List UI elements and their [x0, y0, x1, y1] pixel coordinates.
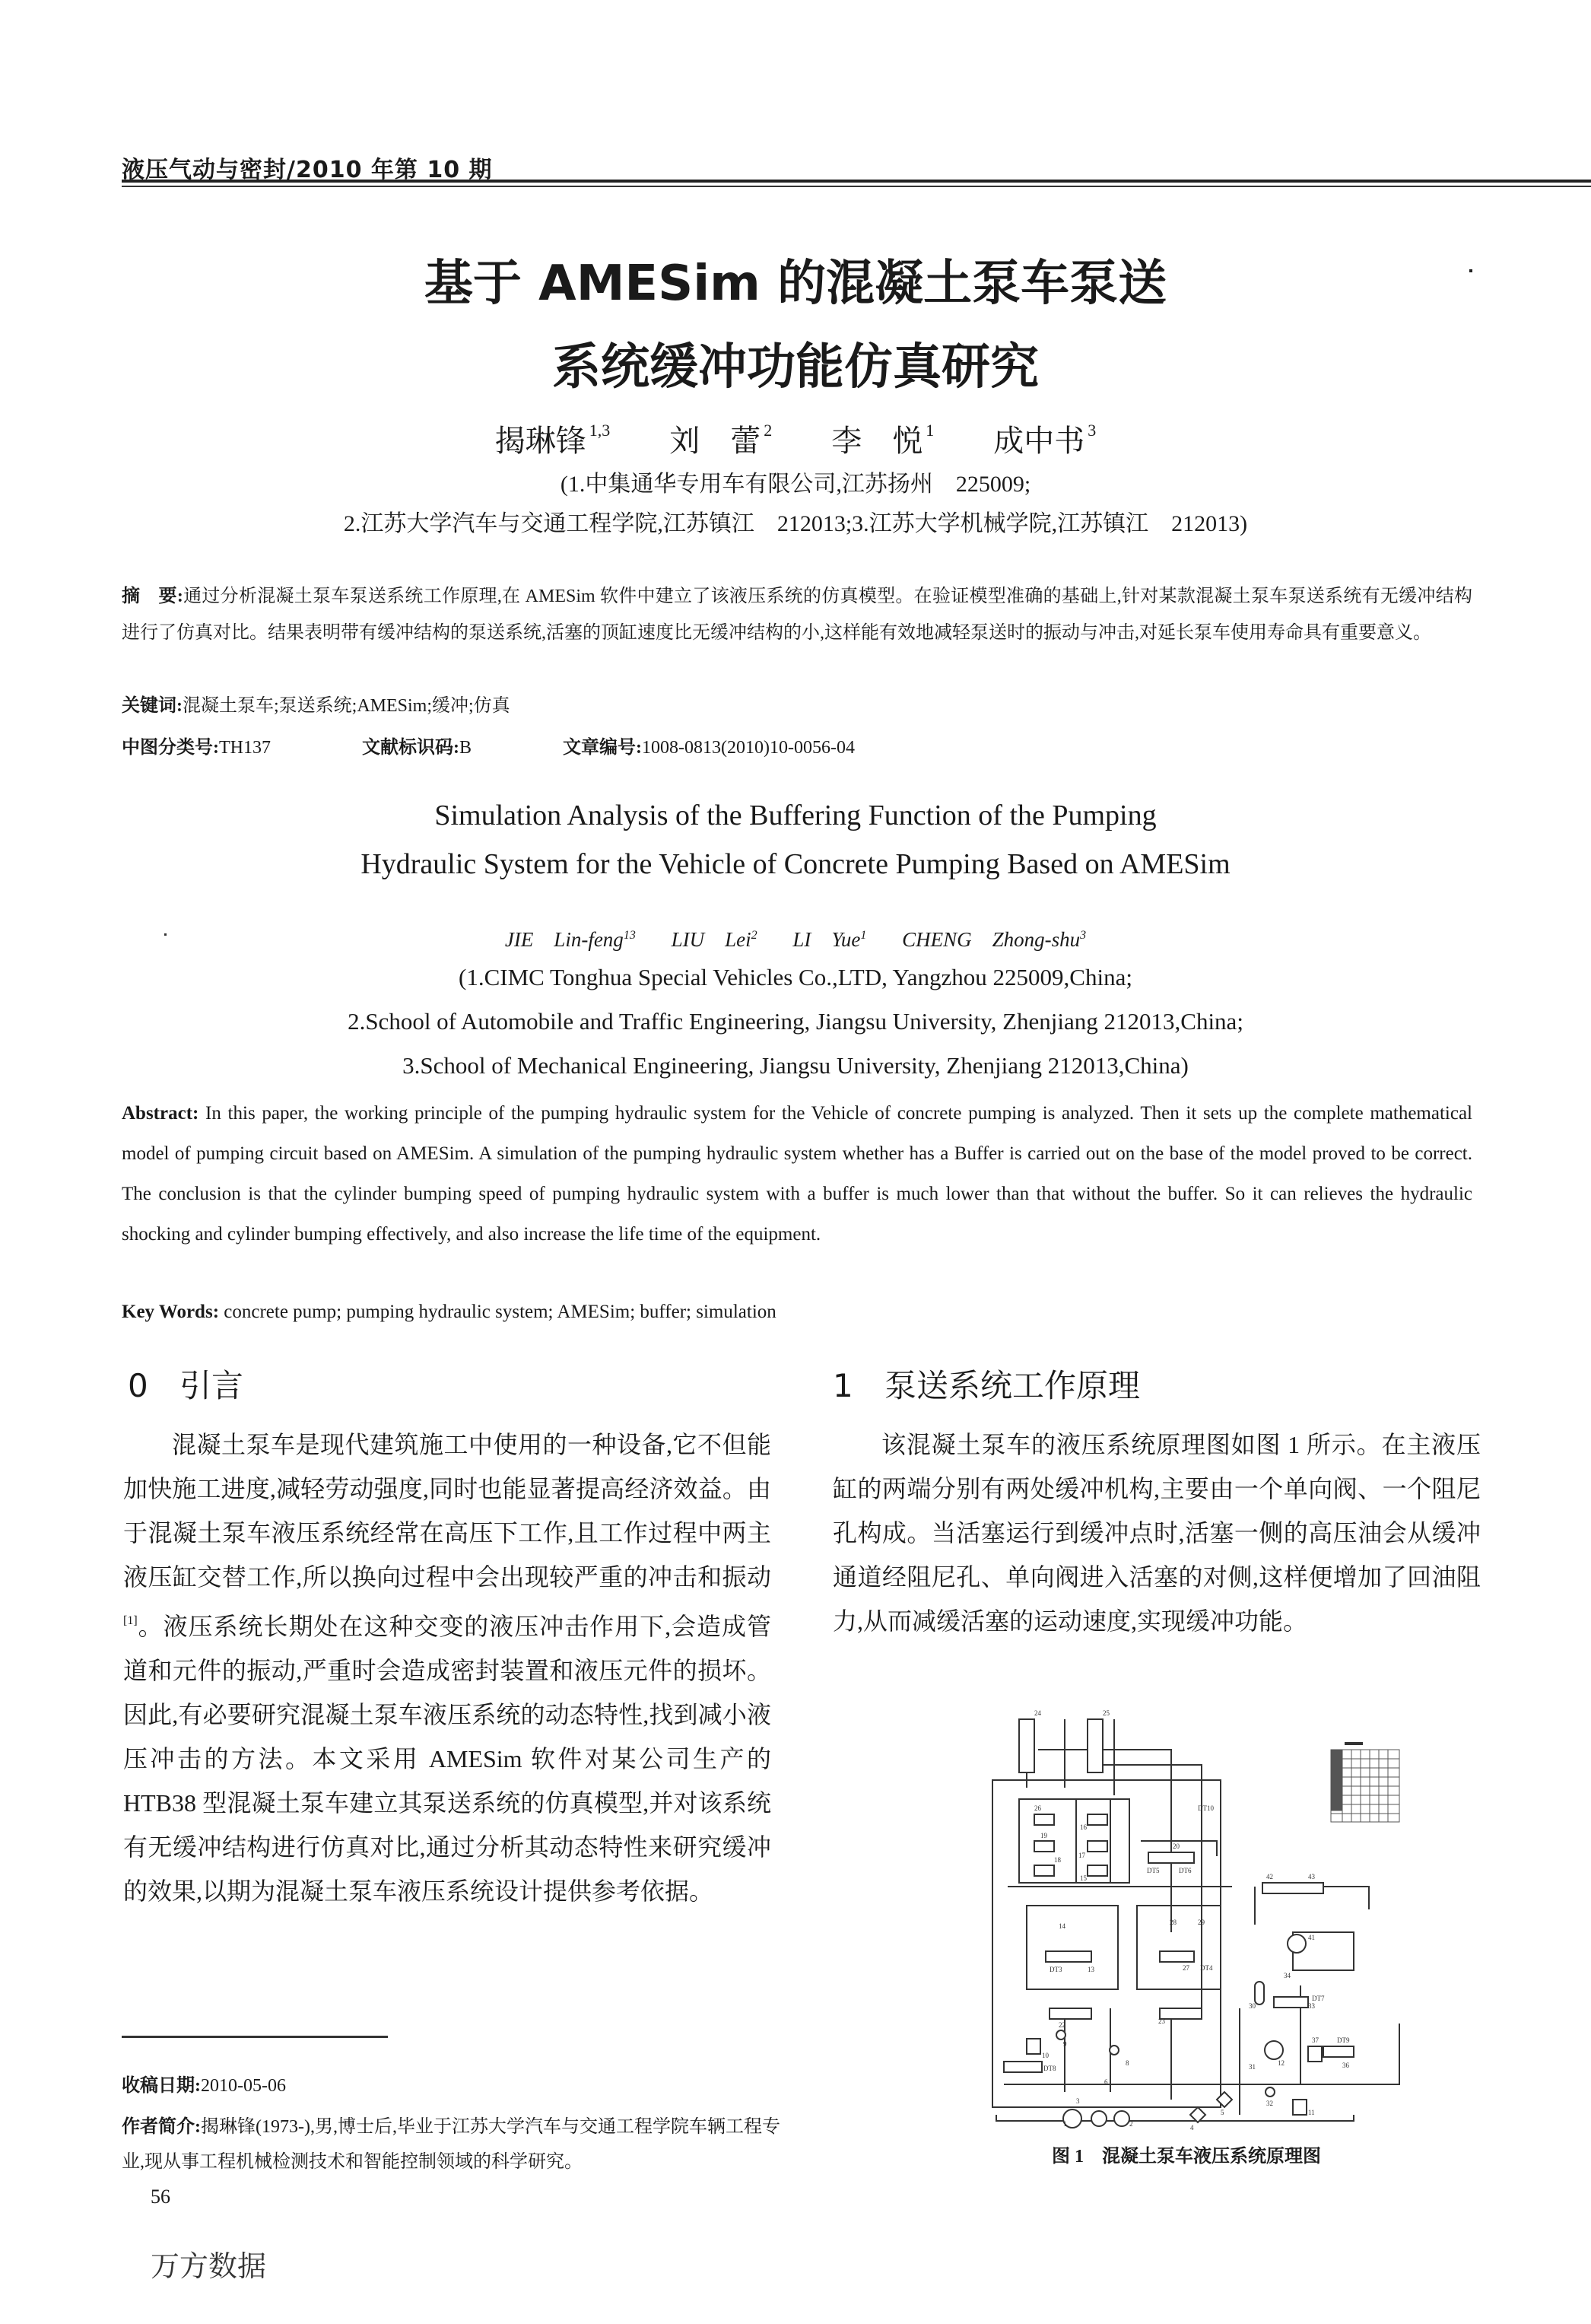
component-labels: [1034, 1709, 1350, 2130]
paper-title-cn: [0, 242, 1591, 409]
author-affil-sup: 3: [1088, 421, 1097, 440]
figure-1-caption: 图 1 混凝土泵车液压系统原理图: [1052, 2147, 1321, 2167]
gauge-9: [1056, 2030, 1065, 2039]
header-rule-thick: [122, 180, 1591, 183]
dir-valve-26: [1148, 1852, 1194, 1863]
label-18: 18: [1054, 1856, 1061, 1864]
paragraph: 该混凝土泵车的液压系统原理图如图 1 所示。在主液压缸的两端分别有两处缓冲机构,主要由一个单向阀、一个阻尼孔构成。当活塞运行到缓冲点时,活塞一侧的高压油会从缓冲通道经阻尼孔、单向阀进入活塞的对侧,这样便增加了回油阻力,从而减缓活塞的运动速度,实现缓冲功能。: [833, 1431, 1481, 1635]
label-3: 3: [1076, 2097, 1080, 2105]
running-head: 液压气动与密封/2010 年第 10 期: [122, 157, 493, 183]
received-label: 收稿日期:: [122, 2076, 201, 2096]
paragraph: [123, 1423, 771, 1913]
logic-table: [1331, 1742, 1399, 1822]
classification-row: [122, 733, 855, 763]
authors-cn: [0, 408, 1591, 464]
label-DT9: DT9: [1337, 2036, 1350, 2044]
section-heading-1: [833, 1363, 1140, 1409]
keywords-cn: [122, 691, 510, 721]
section-title: 泵送系统工作原理: [884, 1367, 1141, 1404]
label-5: 5: [1221, 2109, 1224, 2116]
header-rule-thin: [122, 186, 1591, 187]
abstract-en-label: Abstract:: [122, 1103, 199, 1124]
gauge-32: [1265, 2087, 1275, 2097]
label-4: 4: [1190, 2124, 1194, 2130]
label-6: 6: [1104, 2078, 1108, 2086]
label-28: 28: [1170, 1919, 1177, 1926]
label-22: 22: [1059, 2021, 1065, 2029]
article-no-label: 文章编号:: [563, 738, 643, 758]
author-affil-sup: 1: [926, 421, 935, 440]
author-name: LIU Lei: [671, 928, 751, 951]
watermark-wanfang: 万方数据: [151, 2251, 267, 2283]
paragraph-text: 混凝土泵车是现代建筑施工中使用的一种设备,它不但能加快施工进度,减轻劳动强度,同时也能显著提高经济效益。由于混凝土泵车液压系统经常在高压下工作,且工作过程中两主液压缸交替工作,所以换向过程中会出现较严重的冲击和振动: [123, 1431, 771, 1591]
label-36: 36: [1342, 2062, 1349, 2069]
affiliation-en-3: 3.School of Mechanical Engineering, Jiangsu University, Zhenjiang 212013,China): [402, 1052, 1189, 1079]
label-33: 33: [1308, 2002, 1315, 2010]
author-affil-sup: 2: [764, 421, 773, 440]
author-name: 刘 蕾: [669, 424, 761, 458]
author-affil-sup: 1,3: [589, 421, 611, 440]
section-heading-0: [128, 1363, 243, 1409]
author-name: 揭琳锋: [494, 424, 586, 458]
check-valve-19b: [1088, 1814, 1107, 1825]
pump-21: [1091, 2111, 1107, 2126]
figure-1-hydraulic-schematic: [973, 1704, 1430, 2130]
paragraph-text: 。液压系统长期处在这种交变的液压冲击作用下,会造成管道和元件的振动,严重时会造成密封装置和液压元件的损坏。因此,有必要研究混凝土泵车液压系统的动态特性,找到减小液压冲击的方法。本文采用 AMESim 软件对某公司生产的 HTB38 型混凝土泵车建立其泵送系统的仿真模型,并对该系统有无缓冲结构进行仿真对比,通过分析其动态特性来研究缓冲的效果,以期为混凝土泵车液压系统设计提供参考依据。: [123, 1613, 771, 1905]
keywords-cn-label: 关键词:: [122, 696, 183, 716]
author-name: JIE Lin-feng: [504, 928, 624, 951]
label-19: 19: [1040, 1832, 1047, 1839]
label-42: 42: [1266, 1873, 1273, 1881]
valve-group-right: [1137, 1906, 1221, 1989]
author-name: CHENG Zhong-shu: [902, 928, 1081, 951]
article-no-value: 1008-0813(2010)10-0056-04: [642, 738, 855, 758]
check-valve-18: [1034, 1865, 1054, 1876]
received-value: 2010-05-06: [201, 2076, 286, 2096]
label-24: 24: [1034, 1709, 1041, 1717]
keywords-en-label: Key Words:: [122, 1302, 220, 1322]
relief-valve-11: [1293, 2100, 1307, 2115]
keywords-en-text: concrete pump; pumping hydraulic system; AMESim; buffer; simulation: [224, 1302, 776, 1322]
clc-value: TH137: [219, 738, 271, 758]
author-name: LI Yue: [792, 928, 861, 951]
label-25: 25: [1103, 1709, 1110, 1717]
main-cylinder-25: [1088, 1719, 1103, 1772]
label-12: 12: [1278, 2059, 1285, 2067]
title-en-line-2: Hydraulic System for the Vehicle of Concrete Pumping Based on AMESim: [360, 848, 1231, 880]
check-valve-19: [1034, 1841, 1054, 1852]
title-cn-line-2: 系统缓冲功能仿真研究: [552, 339, 1039, 396]
check-valve-15: [1088, 1865, 1107, 1876]
section-title: 引言: [179, 1367, 244, 1404]
page-number: 56: [151, 2186, 170, 2208]
paper-title-en: [0, 791, 1591, 889]
label-DT5: DT5: [1147, 1867, 1160, 1874]
dir-valve-36: [1323, 2046, 1354, 2057]
gauge-41: [1288, 1935, 1306, 1953]
label-1: 1: [1063, 2120, 1067, 2128]
section-1-body: [833, 1423, 1481, 1643]
author-cn: [495, 408, 611, 464]
dir-valve-23: [1160, 2008, 1202, 2019]
abstract-en-text: In this paper, the working principle of the pumping hydraulic system for the Vehicle of concrete pumping is analyzed. Then it sets up the complete mathematical model of pumping circuit based on AMESim. A simulation of the pumping hydraulic system whether has a Buffer is carried out on the base of the model proved to be correct. The conclusion is that the cylinder bumping speed of pumping hydraulic system with a buffer is much lower than that without the buffer. So it can relieves the hydraulic shocking and cylinder bumping effectively, and also increase the life time of the equipment.: [122, 1103, 1473, 1245]
filter-5: [1217, 2092, 1232, 2107]
abstract-cn: [122, 578, 1472, 651]
keywords-cn-text: 混凝土泵车;泵送系统;AMESim;缓冲;仿真: [183, 696, 510, 716]
label-15: 15: [1080, 1874, 1087, 1882]
valve-group-left: [1027, 1906, 1118, 1989]
label-30: 30: [1249, 2002, 1256, 2010]
title-en-line-1: Simulation Analysis of the Buffering Function of the Pumping: [434, 800, 1157, 831]
doc-code-label: 文献标识码:: [362, 738, 459, 758]
author-en: [672, 928, 757, 951]
label-DT7: DT7: [1312, 1995, 1325, 2002]
label-41: 41: [1308, 1934, 1315, 1941]
reservoir-line: [996, 2115, 1354, 2121]
label-17: 17: [1078, 1852, 1085, 1859]
label-37: 37: [1312, 2036, 1319, 2044]
pump-2: [1114, 2111, 1129, 2126]
author-affil-sup: 3: [1080, 929, 1087, 942]
affiliation-cn-1: (1.中集通华专用车有限公司,江苏扬州 225009;: [560, 472, 1031, 497]
author-cn: [831, 408, 934, 464]
footnote-rule: [122, 2036, 388, 2038]
affiliation-cn-2: 2.江苏大学汽车与交通工程学院,江苏镇江 212013;3.江苏大学机械学院,江苏镇江 212013): [343, 511, 1248, 536]
dir-valve-27: [1160, 1951, 1194, 1962]
label-26: 26: [1034, 1804, 1041, 1812]
check-valve-17: [1088, 1841, 1107, 1852]
author-affil-sup: 13: [623, 929, 636, 942]
label-16: 16: [1080, 1823, 1087, 1831]
dir-valve-22: [1050, 2008, 1091, 2019]
dir-valve-13: [1046, 1951, 1091, 1962]
dir-valve-DT8: [1004, 2062, 1042, 2072]
relief-valve-37: [1308, 2046, 1322, 2062]
author-cn: [993, 408, 1096, 464]
label-23: 23: [1158, 2017, 1165, 2025]
relief-valve-10: [1027, 2039, 1040, 2054]
author-affil-sup: 2: [751, 929, 757, 942]
title-cn-line-1: 基于 AMESim 的混凝土泵车泵送: [424, 256, 1167, 312]
check-valve-20: [1034, 1814, 1054, 1825]
section-0-body: [123, 1423, 771, 1913]
received-date: [122, 2071, 286, 2101]
authors-en: [0, 920, 1591, 955]
pipe: [1038, 1750, 1202, 2008]
label-34: 34: [1284, 1972, 1291, 1979]
pumps: [1056, 1935, 1306, 2128]
author-cn: [669, 408, 772, 464]
label-DT3: DT3: [1050, 1966, 1062, 1973]
abstract-cn-text: 通过分析混凝土泵车泵送系统工作原理,在 AMESim 软件中建立了该液压系统的仿真模型。在验证模型准确的基础上,针对某款混凝土泵车泵送系统有无缓冲结构进行了仿真对比。结果表明带有缓冲结构的泵送系统,活塞的顶缸速度比无缓冲结构的小,这样能有效地减轻泵送时的振动与冲击,对延长泵车使用寿命具有重要意义。: [122, 587, 1472, 643]
label-13: 13: [1088, 1966, 1094, 1973]
author-bio: [122, 2109, 791, 2179]
label-DT6: DT6: [1179, 1867, 1192, 1874]
water-cylinder-42-43: [1262, 1883, 1323, 1893]
dir-valve-33: [1274, 1997, 1308, 2008]
pipe: [1065, 2008, 1171, 2100]
label-10: 10: [1042, 2052, 1049, 2059]
accumulator-30: [1255, 1982, 1264, 2004]
author-en: [792, 928, 866, 951]
main-cylinder-24: [1019, 1719, 1034, 1772]
label-14: 14: [1059, 1922, 1065, 1930]
citation-ref[interactable]: [1]: [123, 1614, 138, 1627]
affiliation-en-1: (1.CIMC Tonghua Special Vehicles Co.,LTD, Yangzhou 225009,China;: [459, 964, 1132, 990]
author-name: 成中书: [993, 424, 1085, 458]
author-name: 李 悦: [831, 424, 923, 458]
gauge-5: [1110, 2046, 1119, 2055]
abstract-cn-label: 摘 要:: [122, 587, 183, 606]
author-en: [505, 928, 636, 951]
label-DT10: DT10: [1198, 1804, 1214, 1812]
pump-motor-35: [1265, 2041, 1283, 2059]
label-9: 9: [1063, 2040, 1067, 2048]
bio-text: 揭琳锋(1973-),男,博士后,毕业于江苏大学汽车与交通工程学院车辆工程专业,现从事工程机械检测技术和智能控制领域的科学研究。: [122, 2117, 780, 2172]
affiliation-en-2: 2.School of Automobile and Traffic Engineering, Jiangsu University, Zhenjiang 212013,China;: [348, 1008, 1243, 1035]
doc-code-value: B: [459, 738, 472, 758]
label-DT4: DT4: [1200, 1964, 1213, 1972]
label-31: 31: [1249, 2063, 1256, 2071]
label-29: 29: [1198, 1919, 1205, 1926]
label-27: 27: [1183, 1964, 1189, 1972]
author-affil-sup: 1: [860, 929, 867, 942]
section-number: 0: [128, 1367, 148, 1404]
label-2: 2: [1129, 2120, 1133, 2128]
label-32: 32: [1266, 2100, 1273, 2107]
bio-label: 作者简介:: [122, 2117, 201, 2137]
section-number: 1: [833, 1367, 853, 1404]
label-8: 8: [1126, 2059, 1129, 2067]
clc-label: 中图分类号:: [122, 738, 219, 758]
keywords-en: [122, 1297, 776, 1327]
abstract-en: [122, 1093, 1472, 1254]
label-11: 11: [1308, 2109, 1315, 2116]
author-en: [902, 928, 1086, 951]
label-20: 20: [1173, 1842, 1180, 1850]
label-DT8: DT8: [1043, 2065, 1056, 2072]
label-43: 43: [1308, 1873, 1315, 1881]
